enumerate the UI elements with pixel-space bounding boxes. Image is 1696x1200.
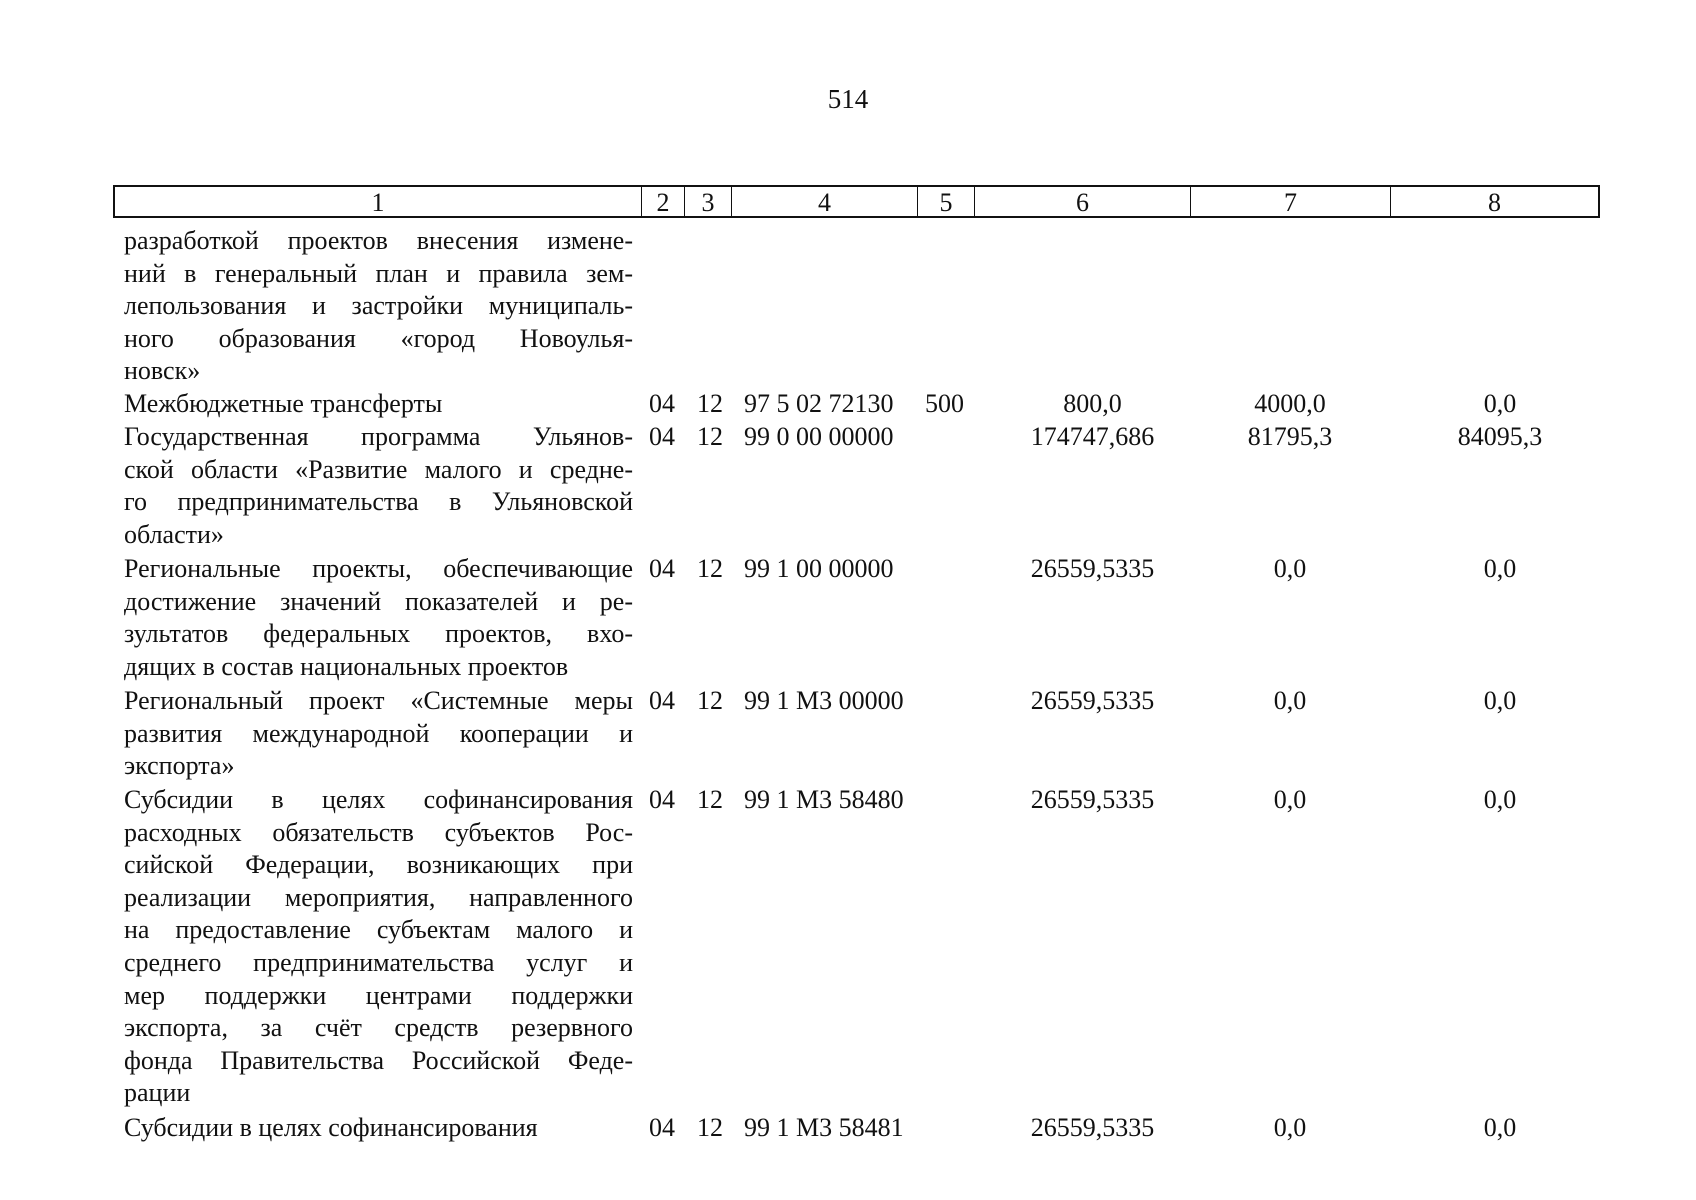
row-name-line: мер поддержки центрами поддержки — [124, 980, 633, 1010]
row-name — [124, 421, 633, 551]
page-number: 514 — [827, 84, 869, 114]
cell-col-7: 4000,0 — [1254, 389, 1326, 418]
row-name — [124, 685, 633, 783]
cell-col-6: 26559,5335 — [1030, 1113, 1155, 1142]
row-name-line: Субсидии в целях софинансирования — [124, 785, 633, 814]
row-name-line: ний в генеральный план и правила зем- — [124, 258, 633, 288]
cell-col-4: 99 1 M3 58481 — [744, 1113, 904, 1142]
column-header-5: 5 — [918, 187, 975, 216]
cell-col-3: 12 — [697, 686, 723, 715]
cell-col-7: 81795,3 — [1247, 422, 1333, 451]
cell-col-2: 04 — [649, 1113, 675, 1142]
column-header-3: 3 — [685, 187, 732, 216]
cell-col-6: 800,0 — [1063, 389, 1122, 418]
row-name-line: зультатов федеральных проектов, вхо- — [124, 619, 633, 649]
cell-col-4: 99 1 M3 58480 — [744, 785, 904, 814]
row-name-line: новск» — [124, 356, 201, 386]
cell-col-4: 99 0 00 00000 — [744, 422, 894, 451]
cell-col-3: 12 — [697, 554, 723, 583]
row-name-line: развития международной кооперации и — [124, 718, 633, 748]
row-name-line: го предпринимательства в Ульяновской — [124, 487, 633, 517]
cell-col-8: 0,0 — [1483, 785, 1517, 814]
row-name-line: Региональный проект «Системные меры — [124, 686, 633, 715]
column-header-6: 6 — [975, 187, 1191, 216]
cell-col-8: 0,0 — [1483, 686, 1517, 715]
cell-col-7: 0,0 — [1273, 785, 1307, 814]
row-name — [124, 225, 633, 388]
cell-col-3: 12 — [697, 785, 723, 814]
row-name-line: на предоставление субъектам малого и — [124, 915, 633, 945]
cell-col-2: 04 — [649, 785, 675, 814]
column-header-1: 1 — [115, 187, 642, 216]
row-name-line: сийской Федерации, возникающих при — [124, 850, 633, 880]
row-name-line: экспорта» — [124, 751, 235, 781]
row-name-line: Межбюджетные трансферты — [124, 389, 443, 418]
row-name — [124, 784, 633, 1110]
cell-col-6: 26559,5335 — [1030, 785, 1155, 814]
row-name-line: области» — [124, 519, 224, 549]
cell-col-4: 99 1 M3 00000 — [744, 686, 904, 715]
row-name-line: разработкой проектов внесения измене- — [124, 226, 633, 255]
cell-col-8: 0,0 — [1483, 1113, 1517, 1142]
cell-col-8: 84095,3 — [1457, 422, 1543, 451]
row-name-line: Субсидии в целях софинансирования — [124, 1113, 538, 1142]
row-name-line: дящих в состав национальных проектов — [124, 651, 569, 681]
cell-col-3: 12 — [697, 389, 723, 418]
cell-col-8: 0,0 — [1483, 389, 1517, 418]
column-header-2: 2 — [642, 187, 685, 216]
row-name-line: реализации мероприятия, направленного — [124, 882, 633, 912]
cell-col-8: 0,0 — [1483, 554, 1517, 583]
cell-col-5: 500 — [925, 389, 964, 418]
cell-col-4: 97 5 02 72130 — [744, 389, 894, 418]
row-name-line: ской области «Развитие малого и средне- — [124, 454, 633, 484]
row-name-line: фонда Правительства Российской Феде- — [124, 1045, 633, 1075]
cell-col-7: 0,0 — [1273, 686, 1307, 715]
cell-col-7: 0,0 — [1273, 554, 1307, 583]
row-name-line: Государственная программа Ульянов- — [124, 422, 633, 451]
cell-col-7: 0,0 — [1273, 1113, 1307, 1142]
row-name-line: рации — [124, 1078, 191, 1108]
row-name-line: ного образования «город Новоулья- — [124, 323, 633, 353]
row-name-line: экспорта, за счёт средств резервного — [124, 1013, 633, 1043]
column-header-7: 7 — [1191, 187, 1391, 216]
cell-col-3: 12 — [697, 1113, 723, 1142]
cell-col-6: 26559,5335 — [1030, 554, 1155, 583]
row-name — [124, 388, 633, 421]
row-name-line: достижение значений показателей и ре- — [124, 586, 633, 616]
row-name — [124, 553, 633, 683]
cell-col-3: 12 — [697, 422, 723, 451]
table-header — [113, 185, 1600, 218]
cell-col-2: 04 — [649, 389, 675, 418]
cell-col-6: 26559,5335 — [1030, 686, 1155, 715]
cell-col-2: 04 — [649, 554, 675, 583]
row-name — [124, 1112, 633, 1145]
row-name-line: лепользования и застройки муниципаль- — [124, 291, 633, 321]
column-header-4: 4 — [732, 187, 918, 216]
row-name-line: расходных обязательств субъектов Рос- — [124, 817, 633, 847]
row-name-line: Региональные проекты, обеспечивающие — [124, 554, 633, 583]
column-header-8: 8 — [1488, 188, 1501, 217]
cell-col-6: 174747,686 — [1030, 422, 1155, 451]
cell-col-2: 04 — [649, 686, 675, 715]
cell-col-2: 04 — [649, 422, 675, 451]
cell-col-4: 99 1 00 00000 — [744, 554, 894, 583]
row-name-line: среднего предпринимательства услуг и — [124, 947, 633, 977]
